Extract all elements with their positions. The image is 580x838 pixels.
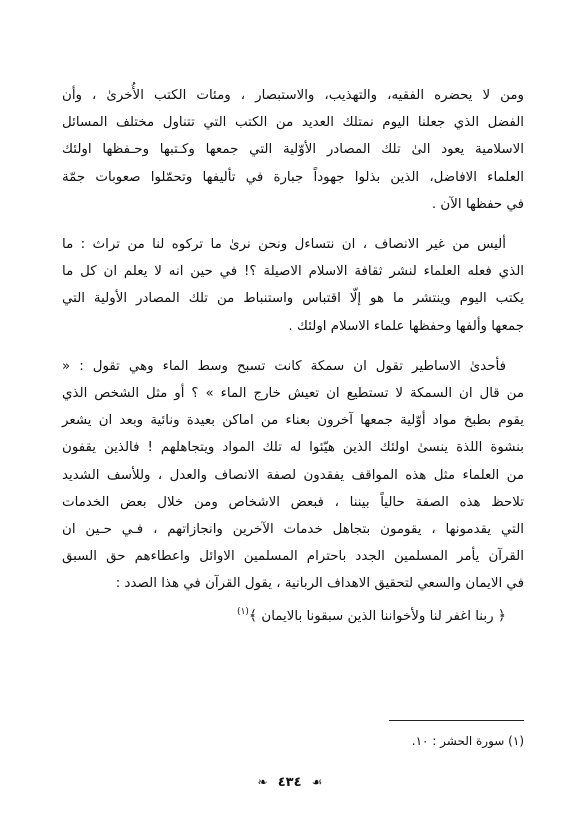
verse-close-bracket: ﴾ [248,607,258,624]
text-line: بنشوة اللذة ينسىٰ اولئك الذين هيّئوا له تلك المواد ويتجاهلهم ! فالذين يقفون [62,440,524,456]
verse-open-bracket: ﴿ [497,607,506,624]
paragraph-2 [62,231,524,340]
footnote-reference: (١) [237,606,249,617]
text-line: يكتب اليوم وينتشر ما هو إلّا اقتباس واستنباط من تلك المصادر الأولية التي [62,291,524,307]
quran-verse [62,599,524,630]
text-line: الذي فعله العلماء لنشر ثقافة الاسلام الاصيلة ؟! في حين انه لا يعلم ان كل ما [62,264,524,280]
text-line: ومن لا يحضره الفقيه، والتهذيب، والاستبصار ، ومئات الكتب الأُخرىٰ ، وأن [62,88,524,103]
page-number [0,773,580,792]
text-line: القرآن يأمر المسلمين الجدد باحترام المسلمين الاوائل واعطاءهم حق السبق [62,549,524,565]
text-line: التي يقدمونها ، يقومون بتجاهل خدمات الآخرين وانجازاتهم ، فـي حـين ان [62,522,524,538]
text-line: أليس من غير الانصاف ، ان نتساءل ونحن نرىٰ ما تركوه لنا من تراث : ما [62,237,506,253]
text-line: يقوم بطبخ مواد أوّلية جمعها آخرون بعناء من اماكن بعيدة ونائية وبعد ان يشعر [62,413,524,429]
text-line: في الايمان والسعي لتحقيق الاهداف الربانية ، يقول القرآن في هذا الصدد : [115,576,524,592]
text-line: فأحدىٰ الاساطير تقول ان سمكة كانت تسبح وسط الماء وهي تقول : « [62,358,506,374]
paragraph-3 [62,353,524,598]
text-line: من قال ان السمكة لا تستطيع ان تعيش خارج الماء » ؟ أو مثل الشخص الذي [62,386,524,402]
verse-text: ربنا اغفر لنا ولأخواننا الذين سبقونا بالايمان [261,608,494,624]
left-ornament-icon: ❧ [257,775,268,789]
text-line: في حفظها الآن . [431,196,524,212]
paragraph-1 [62,82,524,218]
text-line: جمعها وألفها وحفظها علماء الاسلام اولئك . [288,318,524,334]
text-line: الفضل الذي جعلنا اليوم نمتلك العديد من الكتب التي تتناول مختلف المسائل [62,115,524,131]
text-line: العلماء الافاضل، الذين بذلوا جهوداً جبارة في تأليفها وتحمّلوا صعوبات جمّة [62,169,524,185]
footnote: (١) سورة الحشر : ١٠. [411,734,524,748]
page-body [62,82,524,630]
text-line: من العلماء مثل هذه المواقف يفقدون لصفة الانصاف والعدل ، وللأسف الشديد [62,467,524,483]
text-line: الاسلامية يعود الىٰ تلك المصادر الأوّلية التي جمعها وكـتبها وحـفظها اولئك [62,142,524,158]
right-ornament-icon: ☙ [311,775,323,789]
text-line: تلاحظ هذه الصفة حالياً بيننا ، فبعض الاشخاص ومن خلال بعض الخدمات [62,494,524,510]
footnote-divider [389,720,524,721]
page-number-value: ٤٣٤ [277,775,302,790]
